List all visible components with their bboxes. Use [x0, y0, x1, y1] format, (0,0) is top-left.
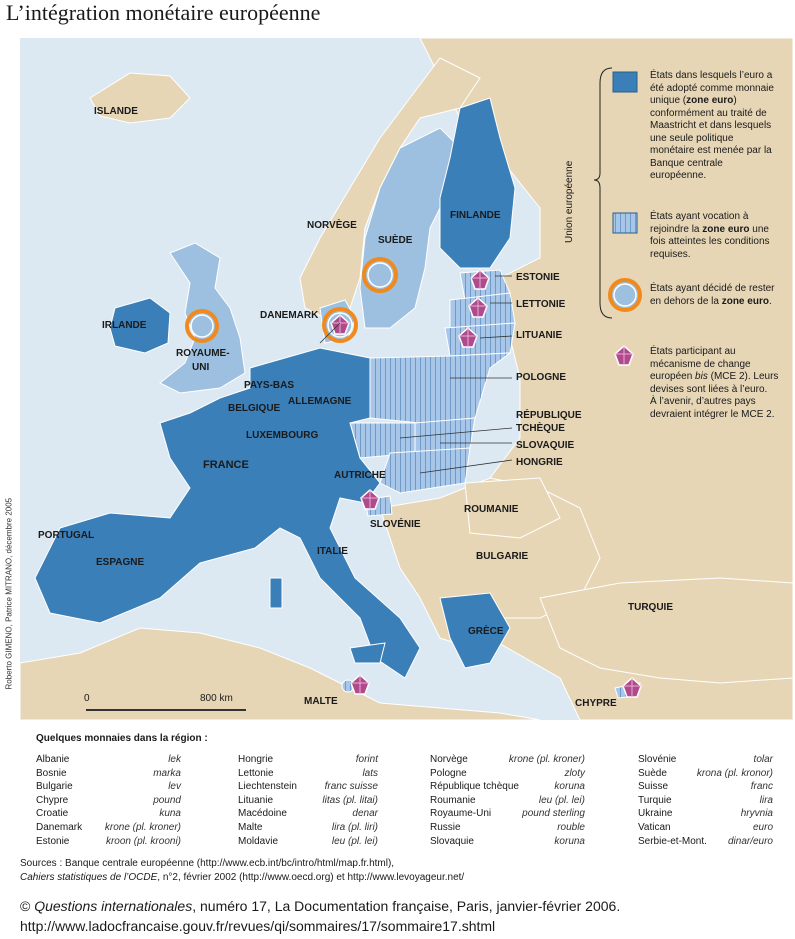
currency-row	[36, 835, 181, 849]
currency-name: tolar	[753, 754, 773, 765]
label-irlande: IRLANDE	[102, 320, 147, 331]
currency-row	[430, 807, 585, 821]
currency-country: République tchèque	[430, 781, 519, 793]
currency-country: Serbie-et-Mont.	[638, 835, 707, 847]
currency-country: Chypre	[36, 794, 69, 806]
currency-name: denar	[352, 808, 378, 820]
currency-name: marka	[153, 767, 181, 779]
legend-bracket-label: Union européenne	[564, 160, 575, 243]
currency-row	[36, 794, 181, 808]
currency-row	[238, 780, 378, 794]
currency-country: Moldavie	[238, 835, 279, 847]
currency-row	[638, 807, 773, 821]
currency-row	[36, 780, 181, 794]
currency-name: forint	[355, 754, 378, 765]
legend-ring	[610, 280, 640, 310]
legend-swatch-euro	[613, 72, 637, 92]
label-espagne: ESPAGNE	[96, 557, 145, 568]
currency-name: leu (pl. lei)	[538, 794, 585, 806]
currency-country: Ukraine	[638, 808, 673, 820]
label-chypre: CHYPRE	[575, 698, 617, 709]
currency-row	[430, 767, 585, 781]
currency-name: dinar/euro	[727, 835, 773, 847]
currency-name: krona (pl. kronor)	[696, 767, 773, 779]
currency-country: Lituanie	[238, 794, 274, 806]
currency-name: krone (pl. kroner)	[508, 754, 585, 765]
currency-country: Macédoine	[238, 808, 287, 820]
currency-name: koruna	[554, 835, 585, 847]
currency-row	[238, 753, 378, 767]
currency-column	[36, 753, 181, 848]
legend-text-mce2: États participant au mécanisme de change européen bis (MCE 2). Leurs devises sont liées à l’euro. À l’avenir, d’autres pays devraient intégrer le MCE 2.	[650, 346, 779, 420]
label-tcheque-2: TCHÈQUE	[516, 423, 565, 434]
currency-row	[638, 835, 773, 849]
label-royaume-uni-2: UNI	[192, 362, 210, 373]
land-lituanie	[445, 323, 515, 356]
currency-row	[36, 807, 181, 821]
label-portugal: PORTUGAL	[38, 530, 95, 541]
currencies-section	[20, 733, 790, 847]
currency-row	[430, 835, 585, 849]
currency-name: rouble	[557, 821, 585, 833]
currency-country: Bosnie	[36, 767, 67, 779]
label-grece: GRÈCE	[468, 626, 504, 637]
citation	[20, 896, 620, 936]
label-norvege: NORVÈGE	[307, 220, 357, 231]
currency-column	[238, 753, 378, 848]
author-credit: Roberto GIMENO, Patrice MITRANO, décembre 2005	[4, 497, 14, 690]
currency-name: pound sterling	[522, 808, 585, 820]
currency-country: Royaume-Uni	[430, 808, 492, 820]
label-allemagne: ALLEMAGNE	[288, 396, 352, 407]
currency-row	[36, 753, 181, 767]
legend-text-outside: États ayant décidé de rester en dehors de la zone euro.	[650, 283, 775, 307]
currency-country: Lettonie	[238, 767, 274, 779]
currency-country: Danemark	[36, 821, 83, 833]
currency-name: euro	[752, 821, 773, 833]
currency-name: lek	[168, 754, 181, 765]
currency-row	[430, 753, 585, 767]
label-luxembourg: LUXEMBOURG	[246, 430, 319, 441]
currency-name: hryvnia	[740, 808, 773, 820]
currency-row	[638, 794, 773, 808]
label-roumanie: ROUMANIE	[464, 504, 519, 515]
label-lettonie: LETTONIE	[516, 299, 566, 310]
label-slovenie: SLOVÉNIE	[370, 519, 421, 530]
currency-country: Pologne	[430, 767, 467, 779]
currency-row	[430, 780, 585, 794]
legend-text-euro: États dans lesquels l’euro a été adopté comme monnaie unique (zone euro) conformément au traité de Maastricht et dans lesquels une seule politique monétaire est menée par la Banque centrale européenne.	[650, 70, 774, 181]
currency-country: Hongrie	[238, 754, 274, 765]
currency-name: kroon (pl. krooni)	[105, 835, 181, 847]
label-suede: SUÈDE	[378, 235, 413, 246]
currency-country: Norvège	[430, 754, 468, 765]
currency-name: lira (pl. liri)	[331, 821, 378, 833]
currency-row	[430, 821, 585, 835]
currency-name: litas (pl. litai)	[322, 794, 378, 806]
scale-end: 800 km	[200, 693, 233, 704]
currency-country: Russie	[430, 821, 461, 833]
currency-name: franc suisse	[324, 781, 378, 793]
currency-name: lev	[168, 781, 181, 793]
land-sardaigne	[270, 578, 282, 608]
currency-row	[238, 807, 378, 821]
currency-row	[36, 767, 181, 781]
label-pays-bas: PAYS-BAS	[244, 380, 295, 391]
label-estonie: ESTONIE	[516, 272, 560, 283]
currency-country: Vatican	[638, 821, 671, 833]
currency-name: zloty	[564, 767, 585, 779]
sources-line1: Sources : Banque centrale européenne (http://www.ecb.int/bc/intro/html/map.fr.html),	[20, 858, 395, 869]
label-turquie: TURQUIE	[628, 602, 673, 613]
currency-country: Suisse	[638, 781, 669, 793]
citation-url[interactable]: http://www.ladocfrancaise.gouv.fr/revues/qi/sommaires/17/sommaire17.shtml	[20, 918, 496, 934]
map-title: L’intégration monétaire européenne	[6, 0, 321, 25]
currency-column	[430, 753, 585, 848]
currency-name: leu (pl. lei)	[331, 835, 378, 847]
sources	[20, 857, 464, 885]
currency-row	[238, 794, 378, 808]
label-france: FRANCE	[203, 459, 249, 471]
currency-country: Slovaquie	[430, 835, 474, 847]
currency-row	[36, 821, 181, 835]
currency-country: Estonie	[36, 835, 70, 847]
label-autriche: AUTRICHE	[334, 470, 386, 481]
currency-row	[238, 767, 378, 781]
currency-country: Liechtenstein	[238, 781, 297, 793]
currency-name: lira	[759, 794, 773, 806]
label-lituanie: LITUANIE	[516, 330, 563, 341]
label-bulgarie: BULGARIE	[476, 551, 529, 562]
label-pologne: POLOGNE	[516, 372, 567, 383]
label-belgique: BELGIQUE	[228, 403, 281, 414]
currency-country: Albanie	[36, 754, 70, 765]
currency-name: franc	[750, 781, 773, 793]
currency-column	[638, 753, 773, 848]
label-hongrie: HONGRIE	[516, 457, 563, 468]
label-royaume-uni-1: ROYAUME-	[176, 348, 230, 359]
currency-row	[238, 821, 378, 835]
currency-row	[638, 821, 773, 835]
label-islande: ISLANDE	[94, 106, 138, 117]
currency-row	[430, 794, 585, 808]
currency-name: lats	[362, 767, 378, 779]
currency-country: Roumanie	[430, 794, 476, 806]
sources-line2: Cahiers statistiques de l’OCDE, n°2, février 2002 (http://www.oecd.org) et http://www.levoyageur.net/	[20, 872, 465, 883]
currency-row	[638, 780, 773, 794]
currency-country: Slovénie	[638, 754, 677, 765]
currency-country: Bulgarie	[36, 781, 73, 793]
currency-name: kuna	[159, 808, 181, 820]
label-finlande: FINLANDE	[450, 210, 501, 221]
currency-row	[638, 767, 773, 781]
currency-country: Croatie	[36, 808, 69, 820]
currency-country: Turquie	[638, 794, 672, 806]
currency-name: krone (pl. kroner)	[104, 821, 181, 833]
legend-swatch-candidate	[613, 213, 637, 233]
currency-name: pound	[153, 794, 181, 806]
scale-start: 0	[84, 693, 90, 704]
citation-line1: © Questions internationales, numéro 17, La Documentation française, Paris, janvier-février 2006.	[20, 898, 621, 914]
currency-country: Malte	[238, 821, 263, 833]
label-slovaquie: SLOVAQUIE	[516, 440, 575, 451]
currency-row	[238, 835, 378, 849]
label-malte: MALTE	[304, 696, 338, 707]
currencies-title: Quelques monnaies dans la région :	[36, 733, 208, 744]
currency-name: koruna	[554, 781, 585, 793]
label-tcheque-1: RÉPUBLIQUE	[516, 410, 582, 421]
label-italie: ITALIE	[317, 546, 348, 557]
currency-row	[638, 753, 773, 767]
currency-country: Suède	[638, 767, 667, 779]
legend-text-candidate: États ayant vocation à rejoindre la zone euro une fois atteintes les conditions requises.	[650, 211, 770, 260]
label-danemark: DANEMARK	[260, 310, 319, 321]
